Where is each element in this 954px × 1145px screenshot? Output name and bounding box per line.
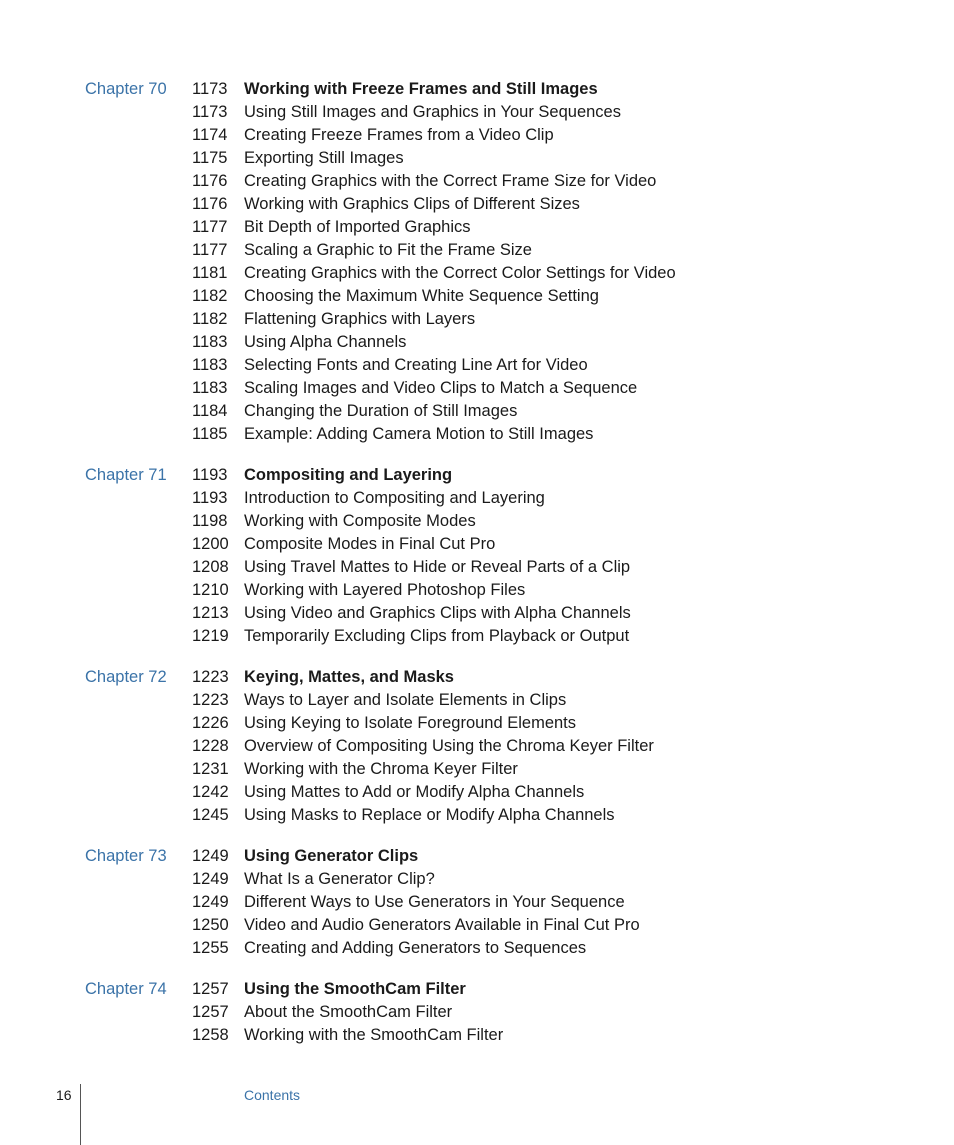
toc-entry[interactable] [0, 262, 954, 285]
entry-page-number: 1226 [192, 714, 229, 732]
toc-entry[interactable] [0, 1024, 954, 1047]
entry-title: Using the SmoothCam Filter [244, 980, 466, 998]
toc-entry[interactable] [0, 124, 954, 147]
chapter-label[interactable]: Chapter 71 [85, 466, 167, 484]
entry-title: Scaling a Graphic to Fit the Frame Size [244, 241, 532, 259]
toc-entry[interactable] [0, 487, 954, 510]
entry-page-number: 1223 [192, 691, 229, 709]
toc-entry[interactable] [0, 625, 954, 648]
entry-title: Using Still Images and Graphics in Your Sequences [244, 103, 621, 121]
chapter-label[interactable]: Chapter 70 [85, 80, 167, 98]
chapter-title-entry[interactable] [0, 666, 954, 689]
entry-title: Ways to Layer and Isolate Elements in Clips [244, 691, 567, 709]
toc-entry[interactable] [0, 689, 954, 712]
toc-entry[interactable] [0, 758, 954, 781]
toc-entry[interactable] [0, 423, 954, 446]
toc-entry[interactable] [0, 510, 954, 533]
chapter-title-entry[interactable] [0, 845, 954, 868]
entry-page-number: 1173 [192, 103, 228, 121]
entry-page-number: 1249 [192, 870, 229, 888]
entry-title: Working with Freeze Frames and Still Images [244, 80, 598, 98]
entry-page-number: 1184 [192, 402, 228, 420]
toc-entry[interactable] [0, 147, 954, 170]
entry-page-number: 1231 [192, 760, 229, 778]
entry-page-number: 1249 [192, 893, 229, 911]
chapter-label[interactable]: Chapter 73 [85, 847, 167, 865]
entry-page-number: 1219 [192, 627, 229, 645]
entry-title: Overview of Compositing Using the Chroma Keyer Filter [244, 737, 654, 755]
entry-title: Using Masks to Replace or Modify Alpha Channels [244, 806, 615, 824]
entry-page-number: 1183 [192, 333, 228, 351]
entry-page-number: 1255 [192, 939, 229, 957]
entry-page-number: 1176 [192, 195, 228, 213]
chapter-title-entry[interactable] [0, 978, 954, 1001]
entry-page-number: 1228 [192, 737, 229, 755]
entry-title: Flattening Graphics with Layers [244, 310, 476, 328]
toc-chapter [0, 464, 954, 648]
toc-chapter [0, 978, 954, 1047]
entry-page-number: 1177 [192, 218, 228, 236]
entry-title: Using Travel Mattes to Hide or Reveal Parts of a Clip [244, 558, 631, 576]
toc-entry[interactable] [0, 170, 954, 193]
toc-chapter [0, 78, 954, 446]
entry-page-number: 1181 [192, 264, 228, 282]
toc-chapter [0, 666, 954, 827]
toc-entry[interactable] [0, 868, 954, 891]
entry-title: Video and Audio Generators Available in Final Cut Pro [244, 916, 640, 934]
entry-title: Using Generator Clips [244, 847, 419, 865]
entry-page-number: 1249 [192, 847, 229, 865]
entry-title: Scaling Images and Video Clips to Match a Sequence [244, 379, 638, 397]
entry-title: Creating Graphics with the Correct Frame Size for Video [244, 172, 657, 190]
entry-page-number: 1182 [192, 287, 228, 305]
entry-page-number: 1257 [192, 980, 229, 998]
entry-page-number: 1258 [192, 1026, 229, 1044]
entry-title: Using Alpha Channels [244, 333, 407, 351]
entry-title: Using Video and Graphics Clips with Alpha Channels [244, 604, 631, 622]
entry-title: Using Keying to Isolate Foreground Elements [244, 714, 577, 732]
entry-title: What Is a Generator Clip? [244, 870, 435, 888]
entry-title: Exporting Still Images [244, 149, 404, 167]
entry-page-number: 1223 [192, 668, 229, 686]
toc-entry[interactable] [0, 1001, 954, 1024]
toc-entry[interactable] [0, 216, 954, 239]
chapter-label[interactable]: Chapter 72 [85, 668, 167, 686]
footer-section-label: Contents [244, 1087, 301, 1103]
entry-title: Creating Graphics with the Correct Color Settings for Video [244, 264, 676, 282]
toc-entry[interactable] [0, 193, 954, 216]
entry-page-number: 1174 [192, 126, 228, 144]
entry-title: Different Ways to Use Generators in Your Sequence [244, 893, 625, 911]
toc-entry[interactable] [0, 804, 954, 827]
toc-entry[interactable] [0, 602, 954, 625]
entry-title: Temporarily Excluding Clips from Playback or Output [244, 627, 630, 645]
entry-page-number: 1198 [192, 512, 228, 530]
entry-title: Choosing the Maximum White Sequence Setting [244, 287, 599, 305]
entry-title: Selecting Fonts and Creating Line Art for Video [244, 356, 588, 374]
entry-page-number: 1176 [192, 172, 228, 190]
toc-entry[interactable] [0, 914, 954, 937]
entry-title: Composite Modes in Final Cut Pro [244, 535, 496, 553]
chapter-title-entry[interactable] [0, 464, 954, 487]
entry-page-number: 1213 [192, 604, 229, 622]
entry-title: Compositing and Layering [244, 466, 453, 484]
table-of-contents [0, 78, 954, 1065]
entry-page-number: 1182 [192, 310, 228, 328]
toc-entry[interactable] [0, 285, 954, 308]
toc-entry[interactable] [0, 239, 954, 262]
toc-entry[interactable] [0, 533, 954, 556]
entry-title: Introduction to Compositing and Layering [244, 489, 545, 507]
entry-title: Using Mattes to Add or Modify Alpha Channels [244, 783, 585, 801]
entry-title: Changing the Duration of Still Images [244, 402, 518, 420]
entry-page-number: 1208 [192, 558, 229, 576]
page-number: 16 [56, 1087, 72, 1103]
entry-title: Working with the SmoothCam Filter [244, 1026, 504, 1044]
entry-title: Creating and Adding Generators to Sequences [244, 939, 587, 957]
toc-entry[interactable] [0, 400, 954, 423]
toc-entry[interactable] [0, 781, 954, 804]
toc-entry[interactable] [0, 101, 954, 124]
entry-title: Working with Graphics Clips of Different Sizes [244, 195, 580, 213]
entry-title: Example: Adding Camera Motion to Still Images [244, 425, 594, 443]
chapter-label[interactable]: Chapter 74 [85, 980, 167, 998]
entry-page-number: 1183 [192, 356, 228, 374]
entry-page-number: 1173 [192, 80, 228, 98]
entry-page-number: 1257 [192, 1003, 229, 1021]
toc-entry[interactable] [0, 891, 954, 914]
chapter-title-entry[interactable] [0, 78, 954, 101]
entry-page-number: 1175 [192, 149, 228, 167]
toc-entry[interactable] [0, 712, 954, 735]
entry-page-number: 1210 [192, 581, 229, 599]
entry-page-number: 1200 [192, 535, 229, 553]
entry-page-number: 1185 [192, 425, 228, 443]
entry-page-number: 1177 [192, 241, 228, 259]
toc-entry[interactable] [0, 556, 954, 579]
entry-title: Bit Depth of Imported Graphics [244, 218, 471, 236]
entry-title: Working with Composite Modes [244, 512, 476, 530]
toc-entry[interactable] [0, 377, 954, 400]
entry-page-number: 1245 [192, 806, 229, 824]
entry-page-number: 1242 [192, 783, 229, 801]
entry-title: Working with Layered Photoshop Files [244, 581, 526, 599]
entry-title: About the SmoothCam Filter [244, 1003, 453, 1021]
toc-entry[interactable] [0, 579, 954, 602]
entry-page-number: 1250 [192, 916, 229, 934]
toc-entry[interactable] [0, 354, 954, 377]
toc-entry[interactable] [0, 937, 954, 960]
toc-entry[interactable] [0, 331, 954, 354]
toc-entry[interactable] [0, 735, 954, 758]
entry-page-number: 1193 [192, 466, 228, 484]
entry-page-number: 1183 [192, 379, 228, 397]
entry-title: Creating Freeze Frames from a Video Clip [244, 126, 554, 144]
footer-divider [80, 1084, 81, 1145]
toc-chapter [0, 845, 954, 960]
entry-page-number: 1193 [192, 489, 228, 507]
toc-entry[interactable] [0, 308, 954, 331]
entry-title: Keying, Mattes, and Masks [244, 668, 454, 686]
entry-title: Working with the Chroma Keyer Filter [244, 760, 518, 778]
